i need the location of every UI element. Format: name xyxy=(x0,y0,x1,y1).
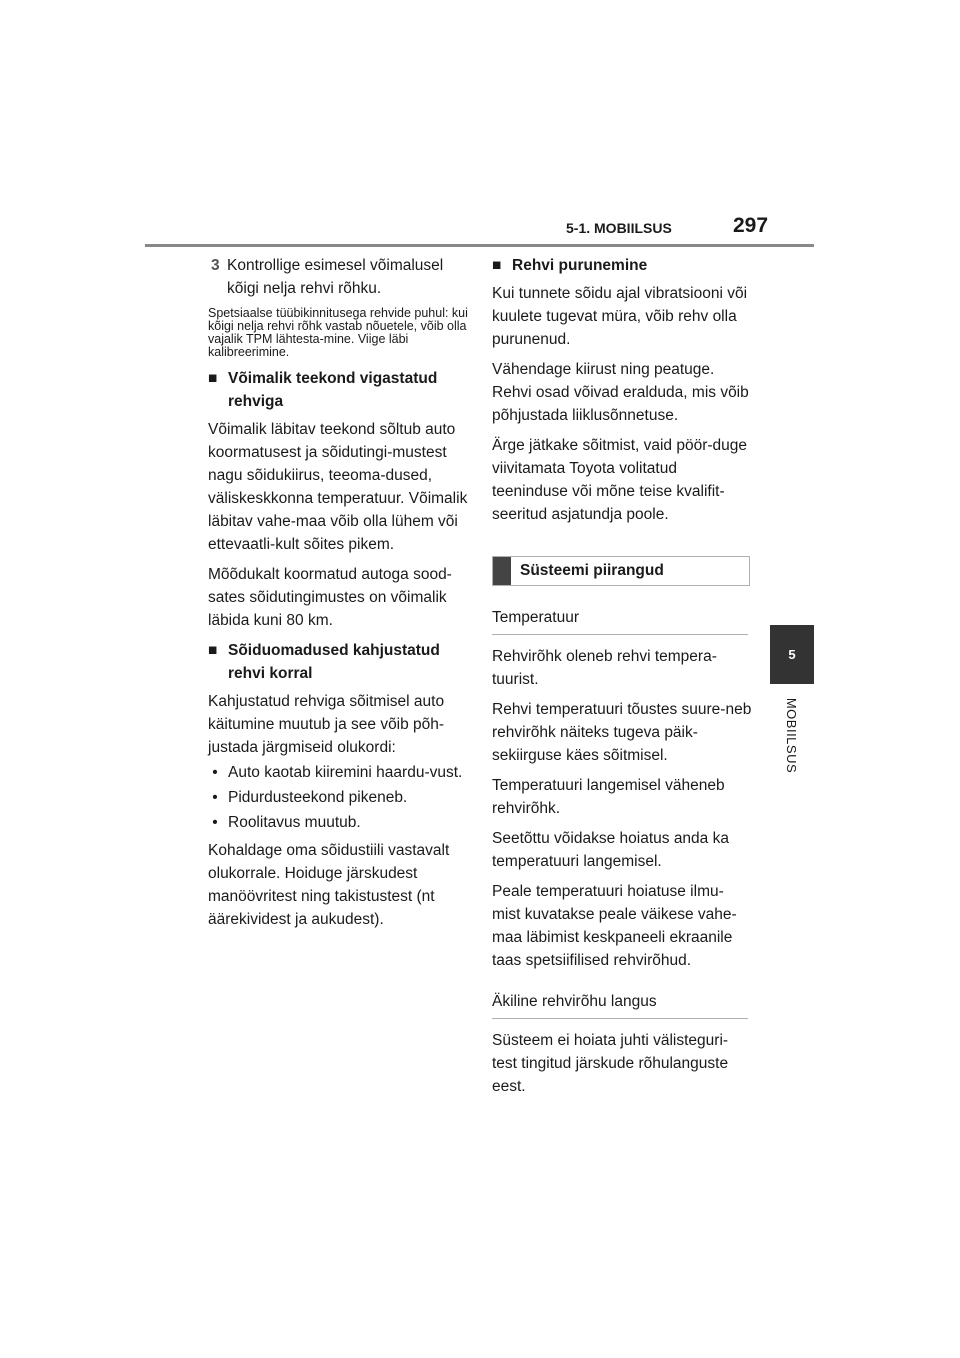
paragraph: Rehvirõhk oleneb rehvi tempera-tuurist. xyxy=(492,648,717,688)
subheading-temperature: Temperatuur xyxy=(492,606,748,635)
paragraph: Võimalik läbitav teekond sõltub auto koormatusest ja sõidutingi-mustest nagu sõidukiirus, teeoma-dused, väliskeskkonna temperatuur. Võimalik läbitav vahe-maa võib olla lühem või ettevaatli-kult sõites pikem. xyxy=(208,421,468,553)
system-limits-heading-box xyxy=(492,556,750,586)
bullet-dot-icon: • xyxy=(208,814,218,831)
paragraph: Peale temperatuuri hoiatuse ilmu-mist kuvatakse peale väikese vahe-maa läbimist keskpaneeli ekraanile taas spetsiifilised rehvirõhud. xyxy=(492,883,737,969)
heading-block-marker xyxy=(493,557,511,585)
paragraph: Mõõdukalt koormatud autoga sood-sates sõidutingimustes on võimalik läbida kuni 80 km. xyxy=(208,566,452,629)
list-item xyxy=(208,811,468,834)
list-item-text: Pidurdusteekond pikeneb. xyxy=(228,789,408,806)
paragraph: Kahjustatud rehviga sõitmisel auto käitumine muutub ja see võib põh-justada järgmiseid olukordi: xyxy=(208,693,445,756)
paragraph: Süsteem ei hoiata juhti välisteguri-test tingitud järskude rõhulanguste eest. xyxy=(492,1032,729,1095)
square-bullet-icon: ■ xyxy=(208,370,218,387)
heading-driving-characteristics xyxy=(208,639,468,685)
step-number: 3 xyxy=(211,257,220,274)
list-item xyxy=(208,761,468,784)
paragraph: Temperatuuri langemisel väheneb rehvirõhk. xyxy=(492,777,725,817)
calibration-note: Spetsiaalse tüübikinnitusega rehvide puhul: kui kõigi nelja rehvi rõhk vastab nõuetele, võib olla vajalik TPM lähtesta-mine. Viige läbi kalibreerimine. xyxy=(208,306,468,359)
chapter-side-label-text: MOBIILSUS xyxy=(784,697,800,773)
heading-damaged-tire-range xyxy=(208,367,468,413)
page-number: 297 xyxy=(733,214,769,237)
bullet-dot-icon: • xyxy=(208,789,218,806)
paragraph: Ärge jätkake sõitmist, vaid pöör-duge viivitamata Toyota volitatud teeninduse või mõne teise kvalifit-seeritud asjatundja poole. xyxy=(492,437,748,523)
right-column xyxy=(492,254,752,1105)
list-item-text: Roolitavus muutub. xyxy=(228,814,361,831)
paragraph: Rehvi temperatuuri tõustes suure-neb rehvirõhk näiteks tugeva päik-sekiirguse käes sõitmisel. xyxy=(492,701,752,764)
chapter-tab: 5 xyxy=(770,625,814,684)
section-header: 5-1. MOBIILSUS xyxy=(566,220,672,236)
heading-text: Sõiduomadused kahjustatud rehvi korral xyxy=(228,642,440,682)
paragraph: Vähendage kiirust ning peatuge. Rehvi osad võivad eralduda, mis võib põhjustada liiklusõnnetuse. xyxy=(492,361,749,424)
heading-text: Rehvi purunemine xyxy=(512,257,648,274)
list-item-text: Auto kaotab kiiremini haardu-vust. xyxy=(228,764,463,781)
paragraph: Seetõttu võidakse hoiatus anda ka temperatuuri langemisel. xyxy=(492,830,729,870)
left-column xyxy=(208,254,468,938)
square-bullet-icon: ■ xyxy=(208,642,218,659)
subheading-sudden-pressure-drop: Äkiline rehvirõhu langus xyxy=(492,990,748,1019)
bullet-dot-icon: • xyxy=(208,764,218,781)
header-rule xyxy=(145,244,814,247)
heading-text: Võimalik teekond vigastatud rehviga xyxy=(228,370,438,410)
box-heading-text: Süsteemi piirangud xyxy=(520,562,664,579)
step-text: Kontrollige esimesel võimalusel kõigi nelja rehvi rõhku. xyxy=(227,257,444,297)
heading-tire-burst xyxy=(492,254,752,277)
list-item xyxy=(208,786,468,809)
square-bullet-icon: ■ xyxy=(492,257,502,274)
paragraph: Kohaldage oma sõidustiili vastavalt olukorrale. Hoiduge järskudest manöövritest ning takistustest (nt äärekividest ja aukudest). xyxy=(208,842,450,928)
paragraph: Kui tunnete sõidu ajal vibratsiooni või kuulete tugevat müra, võib rehv olla purunenud. xyxy=(492,285,748,348)
chapter-side-label xyxy=(780,690,804,780)
step-3 xyxy=(208,254,468,300)
